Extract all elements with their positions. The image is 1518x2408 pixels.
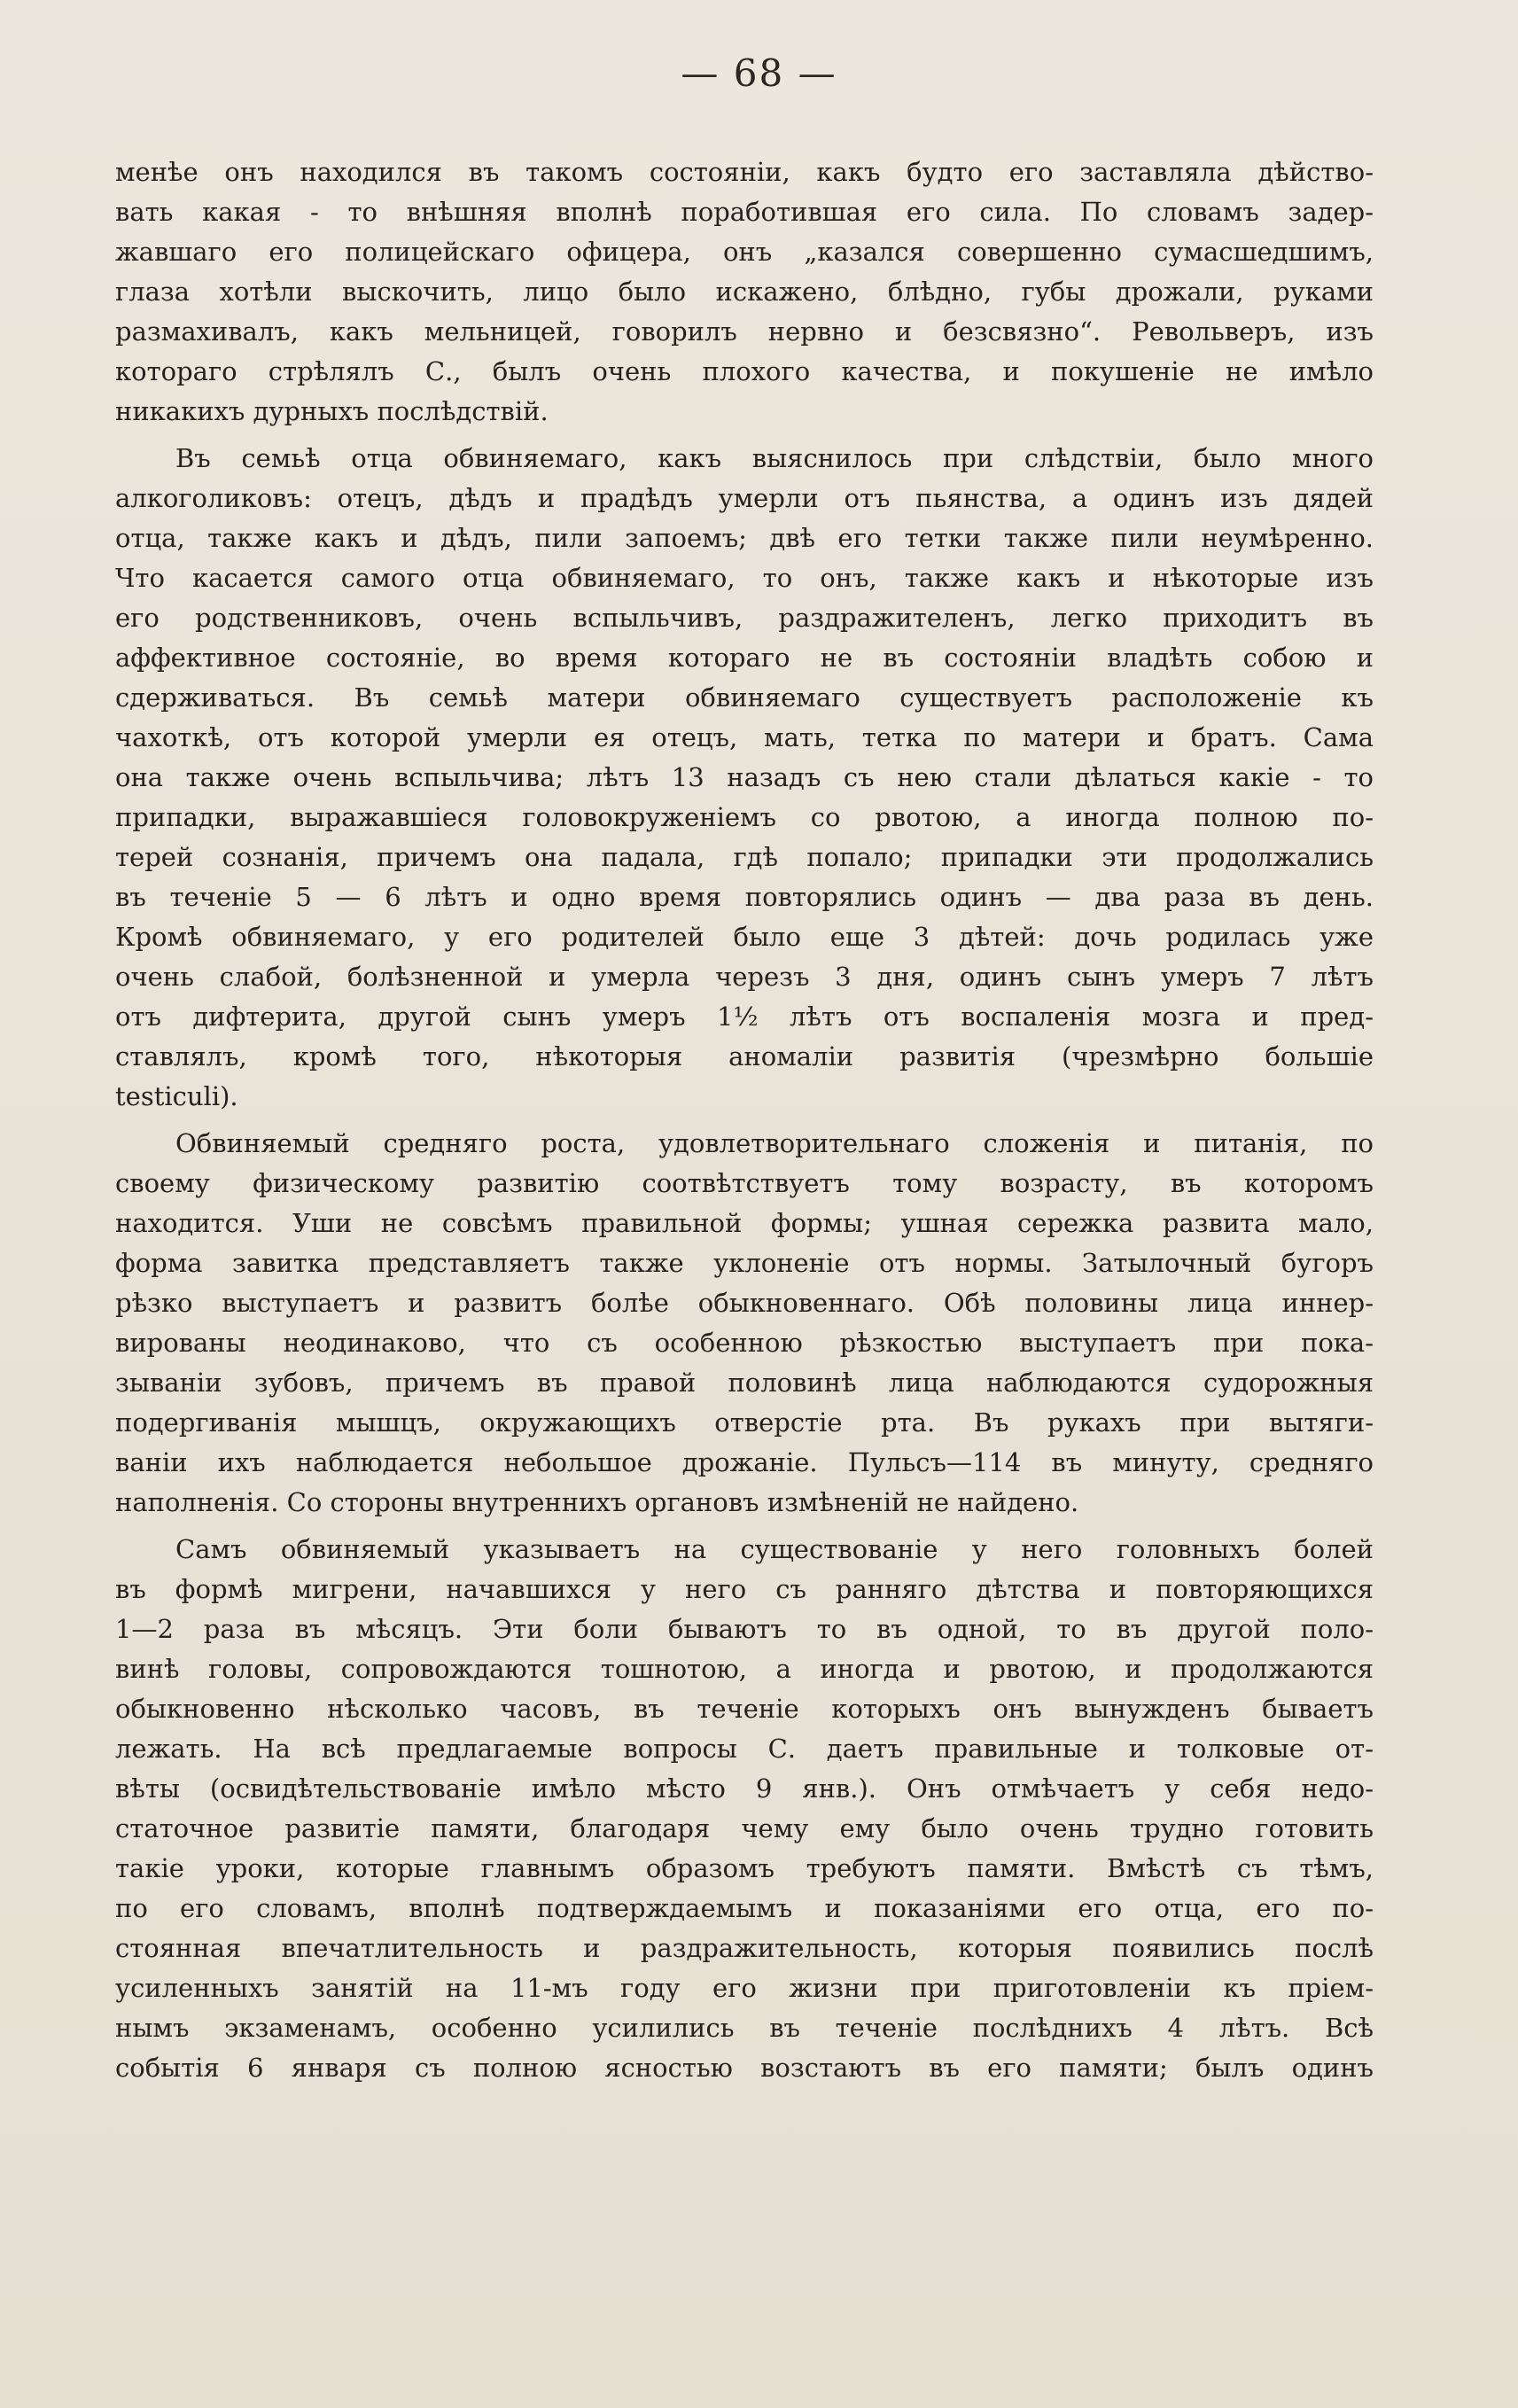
paragraph — [115, 152, 1374, 432]
text-line: testiculi). — [115, 1081, 238, 1111]
text-line: зываніи зубовъ, причемъ въ правой половинѣ лица наблюдаются судорожныя — [115, 1368, 1374, 1398]
text-line: обыкновенно нѣсколько часовъ, въ теченіе которыхъ онъ вынужденъ бываетъ — [115, 1694, 1374, 1724]
text-line: по его словамъ, вполнѣ подтверждаемымъ и показаніями его отца, его по- — [115, 1893, 1374, 1923]
text-line: размахивалъ, какъ мельницей, говорилъ нервно и безсвязно“. Револьверъ, изъ — [115, 316, 1374, 347]
text-line: жавшаго его полицейскаго офицера, онъ „казался совершенно сумасшедшимъ, — [115, 237, 1374, 267]
text-line: своему физическому развитію соотвѣтствуетъ тому возрасту, въ которомъ — [115, 1168, 1374, 1198]
text-line: статочное развитіе памяти, благодаря чему ему было очень трудно готовить — [115, 1813, 1374, 1843]
text-line: лежать. На всѣ предлагаемые вопросы С. даетъ правильные и толковые от- — [115, 1734, 1374, 1764]
text-line: ваніи ихъ наблюдается небольшое дрожаніе. Пульсъ—114 въ минуту, средняго — [115, 1447, 1374, 1477]
text-line: 1—2 раза въ мѣсяцъ. Эти боли бываютъ то въ одной, то въ другой поло- — [115, 1614, 1374, 1644]
text-line: алкоголиковъ: отецъ, дѣдъ и прадѣдъ умерли отъ пьянства, а одинъ изъ дядей — [115, 483, 1374, 513]
text-line: Самъ обвиняемый указываетъ на существованіе у него головныхъ болей — [175, 1534, 1374, 1564]
text-line: вать какая - то внѣшняя вполнѣ поработившая его сила. По словамъ задер- — [115, 197, 1374, 227]
text-line: никакихъ дурныхъ послѣдствій. — [115, 396, 549, 426]
text-line: Обвиняемый средняго роста, удовлетворительнаго сложенія и питанія, по — [175, 1128, 1374, 1158]
text-line: его родственниковъ, очень вспыльчивъ, раздражителенъ, легко приходитъ въ — [115, 603, 1374, 633]
text-line: Кромѣ обвиняемаго, у его родителей было еще 3 дѣтей: дочь родилась уже — [115, 922, 1374, 952]
page-number: — 68 — — [681, 51, 837, 95]
text-line: глаза хотѣли выскочить, лицо было искажено, блѣдно, губы дрожали, руками — [115, 277, 1374, 307]
text-line: винѣ головы, сопровождаются тошнотою, а иногда и рвотою, и продолжаются — [115, 1654, 1374, 1684]
text-line: ставлялъ, кромѣ того, нѣкоторыя аномаліи развитія (чрезмѣрно большіе — [115, 1041, 1374, 1072]
text-line: чахоткѣ, отъ которой умерли ея отецъ, мать, тетка по матери и братъ. Сама — [115, 722, 1374, 752]
text-line: стоянная впечатлительность и раздражительность, которыя появились послѣ — [115, 1933, 1374, 1963]
text-line: терей сознанія, причемъ она падала, гдѣ попало; припадки эти продолжались — [115, 842, 1374, 872]
text-line: нымъ экзаменамъ, особенно усилились въ теченіе послѣднихъ 4 лѣтъ. Всѣ — [115, 2013, 1374, 2043]
text-line: очень слабой, болѣзненной и умерла черезъ 3 дня, одинъ сынъ умеръ 7 лѣтъ — [115, 962, 1374, 992]
text-line: находится. Уши не совсѣмъ правильной формы; ушная сережка развита мало, — [115, 1208, 1374, 1238]
text-line: наполненія. Со стороны внутреннихъ органовъ измѣненій не найдено. — [115, 1487, 1079, 1517]
text-line: въ формѣ мигрени, начавшихся у него съ ранняго дѣтства и повторяющихся — [115, 1574, 1374, 1604]
text-line: котораго стрѣлялъ С., былъ очень плохого качества, и покушеніе не имѣло — [115, 356, 1374, 386]
text-line: менѣе онъ находился въ такомъ состояніи, какъ будто его заставляла дѣйство- — [115, 157, 1374, 187]
body-text — [115, 152, 1374, 2088]
text-line: усиленныхъ занятій на 11-мъ году его жизни при приготовленіи къ пріем- — [115, 1973, 1374, 2003]
text-line: сдерживаться. Въ семьѣ матери обвиняемаго существуетъ расположеніе къ — [115, 682, 1374, 713]
paragraph — [115, 1530, 1374, 2088]
text-line: вированы неодинаково, что съ особенною рѣзкостью выступаетъ при пока- — [115, 1328, 1374, 1358]
text-line: рѣзко выступаетъ и развитъ болѣе обыкновеннаго. Обѣ половины лица иннер- — [115, 1288, 1374, 1318]
text-line: она также очень вспыльчива; лѣтъ 13 назадъ съ нею стали дѣлаться какіе - то — [115, 762, 1374, 792]
paragraph — [115, 439, 1374, 1117]
text-line: Что касается самого отца обвиняемаго, то онъ, также какъ и нѣкоторые изъ — [115, 563, 1374, 593]
paragraph — [115, 1124, 1374, 1523]
text-line: отца, также какъ и дѣдъ, пили запоемъ; двѣ его тетки также пили неумѣренно. — [115, 523, 1374, 553]
text-line: подергиванія мышцъ, окружающихъ отверстіе рта. Въ рукахъ при вытяги- — [115, 1407, 1374, 1438]
text-line: событія 6 января съ полною ясностью возстаютъ въ его памяти; былъ одинъ — [115, 2053, 1374, 2083]
text-line: припадки, выражавшіеся головокруженіемъ со рвотою, а иногда полною по- — [115, 802, 1374, 832]
text-line: отъ дифтерита, другой сынъ умеръ 1½ лѣтъ отъ воспаленія мозга и пред- — [115, 1001, 1374, 1032]
text-line: въ теченіе 5 — 6 лѣтъ и одно время повторялись одинъ — два раза въ день. — [115, 882, 1374, 912]
text-line: Въ семьѣ отца обвиняемаго, какъ выяснилось при слѣдствіи, было много — [175, 443, 1374, 473]
text-line: вѣты (освидѣтельствованіе имѣло мѣсто 9 янв.). Онъ отмѣчаетъ у себя недо- — [115, 1773, 1374, 1804]
text-line: аффективное состояніе, во время котораго не въ состояніи владѣть собою и — [115, 643, 1374, 673]
text-line: такіе уроки, которые главнымъ образомъ требуютъ памяти. Вмѣстѣ съ тѣмъ, — [115, 1853, 1374, 1883]
text-line: форма завитка представляетъ также уклоненіе отъ нормы. Затылочный бугоръ — [115, 1248, 1374, 1278]
